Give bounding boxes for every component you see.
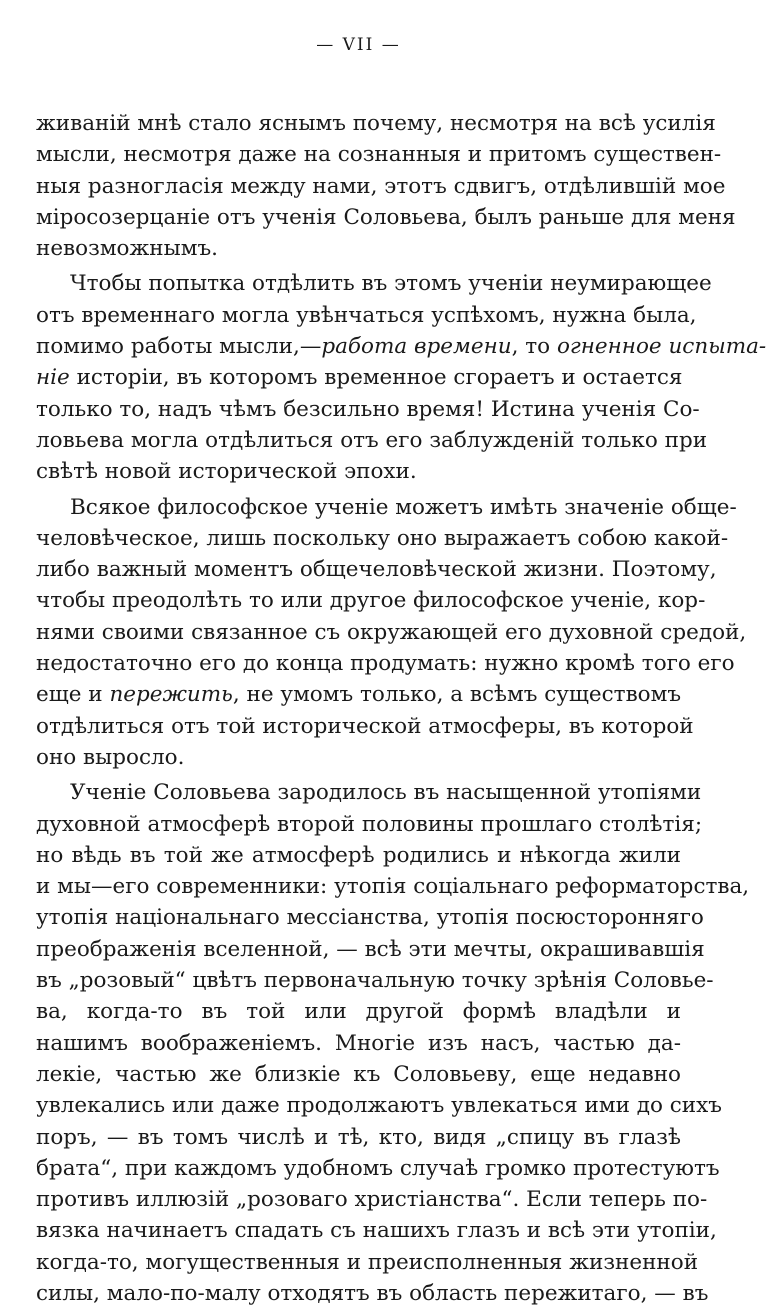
text-line: міросозерцаніе отъ ученія Соловьева, былъ раньше для меня <box>36 204 736 230</box>
text-line: въ „розовый“ цвѣтъ первоначальную точку зрѣнія Соловье- <box>36 968 714 994</box>
text-line: свѣтѣ новой исторической эпохи. <box>36 459 417 485</box>
text-line: но вѣдь въ той же атмосферѣ родились и нѣкогда жили <box>36 842 681 868</box>
text-line: утопія національнаго мессіанства, утопія посюсторонняго <box>36 905 704 931</box>
text-line <box>36 362 681 393</box>
text-line: оно выросло. <box>36 744 185 770</box>
italic-emphasis: пережить <box>109 682 233 708</box>
text-line: ва, когда-то въ той или другой формѣ владѣли и <box>36 999 681 1025</box>
text-line: отъ временнаго могла увѣнчаться успѣхомъ, нужна была, <box>36 302 697 328</box>
text-line: лекіе, частью же близкіе къ Соловьеву, еще недавно <box>36 1061 681 1087</box>
italic-emphasis: огненное испыта- <box>556 334 766 360</box>
text-line: поръ, — въ томъ числѣ и тѣ, кто, видя „спицу въ глазѣ <box>36 1124 681 1150</box>
text-run: , не умомъ только, а всѣмъ существомъ <box>232 682 682 708</box>
text-line: Чтобы попытка отдѣлить въ этомъ ученіи неумирающее <box>70 271 712 297</box>
text-line: когда-то, могущественныя и преисполненныя жизненной <box>36 1249 699 1275</box>
text-line: увлекались или даже продолжаютъ увлекаться ими до сихъ <box>36 1093 722 1119</box>
text-line: нашимъ воображеніемъ. Многіе изъ насъ, частью да- <box>36 1030 681 1056</box>
text-line: либо важный моментъ общечеловѣческой жизни. Поэтому, <box>36 557 717 583</box>
text-line: противъ иллюзій „розоваго христіанства“. Если теперь по- <box>36 1187 708 1213</box>
paragraph <box>36 268 766 487</box>
text-line: духовной атмосферѣ второй половины прошлаго столѣтія; <box>36 811 703 837</box>
text-line: чтобы преодолѣть то или другое философское ученіе, кор- <box>36 588 706 614</box>
text-line: вязка начинаетъ спадать съ нашихъ глазъ и всѣ эти утопіи, <box>36 1218 717 1244</box>
text-line: отдѣлиться отъ той исторической атмосферы, въ которой <box>36 713 694 739</box>
text-run: помимо работы мысли,— <box>36 334 322 360</box>
italic-emphasis: ніе <box>36 365 70 391</box>
text-run: исторіи, въ которомъ временное сгораетъ и остается <box>69 365 683 391</box>
text-line: живаній мнѣ стало яснымъ почему, несмотря на всѣ усилія <box>36 111 716 136</box>
text-line: брата“, при каждомъ удобномъ случаѣ громко протестуютъ <box>36 1155 720 1181</box>
text-line: Всякое философское ученіе можетъ имѣть значеніе обще- <box>70 494 737 520</box>
text-line: недостаточно его до конца продумать: нужно кромѣ того его <box>36 651 735 677</box>
paragraph <box>36 492 747 774</box>
text-line: мысли, несмотря даже на сознанныя и притомъ существен- <box>36 142 722 168</box>
text-line <box>36 331 766 362</box>
text-line: только то, надъ чѣмъ безсильно время! Истина ученія Со- <box>36 396 700 422</box>
text-line: и мы—его современники: утопія соціальнаго реформаторства, <box>36 874 750 900</box>
text-line: ловьева могла отдѣлиться отъ его заблужденій только при <box>36 427 708 453</box>
text-line: невозможнымъ. <box>36 236 218 262</box>
text-line: человѣческое, лишь поскольку оно выражаетъ собою какой- <box>36 525 729 551</box>
text-line: силы, мало-по-малу отходятъ въ область пережитаго, — въ <box>36 1280 709 1306</box>
text-line: Ученіе Соловьева зародилось въ насыщенной утопіями <box>70 780 702 806</box>
paragraph <box>36 108 736 264</box>
paragraph <box>36 777 750 1309</box>
text-line <box>36 679 681 710</box>
text-line: преображенія вселенной, — всѣ эти мечты, окрашивавшія <box>36 936 705 962</box>
text-run: , то <box>511 334 557 360</box>
text-line: нями своими связанное съ окружающей его духовной средой, <box>36 619 747 645</box>
text-line: ныя разногласія между нами, этотъ сдвигъ, отдѣлившій мое <box>36 173 726 199</box>
page-body-text <box>36 108 766 1309</box>
italic-emphasis: работа времени <box>321 334 512 360</box>
page-number-header: — VII — <box>316 35 401 55</box>
text-run: еще и <box>36 682 110 708</box>
